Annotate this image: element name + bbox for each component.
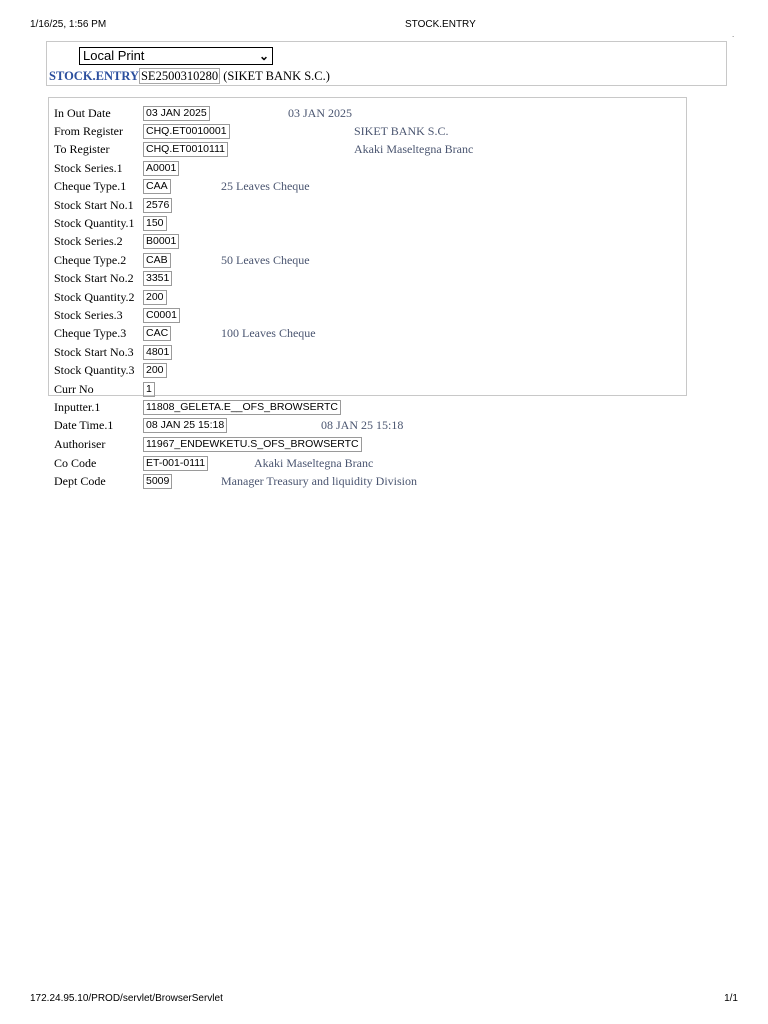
field-label: Stock Start No.3 [54,345,134,359]
cheque-type-2-desc: 50 Leaves Cheque [221,253,310,267]
field-label: To Register [54,142,110,156]
stock-series-3-value: C0001 [143,308,180,323]
field-label: Dept Code [54,474,106,488]
field-label: In Out Date [54,106,111,120]
field-label: Stock Quantity.3 [54,363,135,377]
field-label: Stock Start No.2 [54,271,134,285]
record-header-box [46,41,727,86]
field-label: Stock Series.2 [54,234,123,248]
stock-series-2-value: B0001 [143,234,179,249]
cheque-type-3-desc: 100 Leaves Cheque [221,326,316,340]
record-id: SE2500310280 [140,69,219,83]
cheque-type-3-value: CAC [143,326,171,341]
from-register-desc: SIKET BANK S.C. [354,124,449,138]
co-code-value: ET-001-0111 [143,456,208,471]
curr-no-value: 1 [143,382,155,397]
inputter-value: 11808_GELETA.E__OFS_BROWSERTC [143,400,341,415]
co-code-desc: Akaki Maseltegna Branc [254,456,374,470]
date-time-desc: 08 JAN 25 15:18 [321,418,404,432]
to-register-desc: Akaki Maseltegna Branc [354,142,474,156]
date-time-value: 08 JAN 25 15:18 [143,418,227,433]
print-select[interactable] [79,47,273,65]
field-label: Cheque Type.1 [54,179,127,193]
field-label: Authoriser [54,437,106,451]
company-name: (SIKET BANK S.C.) [223,69,330,83]
dept-code-value: 5009 [143,474,172,489]
print-title: STOCK.ENTRY [405,19,476,30]
field-label: Stock Quantity.1 [54,216,135,230]
field-label: Date Time.1 [54,418,114,432]
stock-start-no-3-value: 4801 [143,345,172,360]
record-title [49,68,330,84]
stock-start-no-2-value: 3351 [143,271,172,286]
field-label: Inputter.1 [54,400,101,414]
authoriser-value: 11967_ENDEWKETU.S_OFS_BROWSERTC [143,437,362,452]
app-name: STOCK.ENTRY [49,69,139,83]
print-datetime: 1/16/25, 1:56 PM [30,19,107,30]
stock-quantity-1-value: 150 [143,216,167,231]
field-label: Stock Series.3 [54,308,123,322]
field-label: Co Code [54,456,97,470]
chevron-down-icon: ⌄ [258,49,269,63]
field-label: Stock Series.1 [54,161,123,175]
print-select-value: Local Print [83,48,145,63]
field-label: Cheque Type.2 [54,253,127,267]
stock-quantity-2-value: 200 [143,290,167,305]
field-label: Stock Start No.1 [54,198,134,212]
corner-mark: . [732,30,735,39]
field-label: Curr No [54,382,94,396]
field-label: From Register [54,124,123,138]
in-out-date-value: 03 JAN 2025 [143,106,210,121]
stock-series-1-value: A0001 [143,161,179,176]
stock-start-no-1-value: 2576 [143,198,172,213]
cheque-type-1-desc: 25 Leaves Cheque [221,179,310,193]
field-label: Stock Quantity.2 [54,290,135,304]
dept-code-desc: Manager Treasury and liquidity Division [221,474,417,488]
cheque-type-1-value: CAA [143,179,171,194]
from-register-value: CHQ.ET0010001 [143,124,230,139]
in-out-date-desc: 03 JAN 2025 [288,106,353,120]
to-register-value: CHQ.ET0010111 [143,142,228,157]
cheque-type-2-value: CAB [143,253,171,268]
print-url: 172.24.95.10/PROD/servlet/BrowserServlet [30,993,223,1004]
stock-quantity-3-value: 200 [143,363,167,378]
page-number: 1/1 [724,993,738,1004]
field-label: Cheque Type.3 [54,326,127,340]
